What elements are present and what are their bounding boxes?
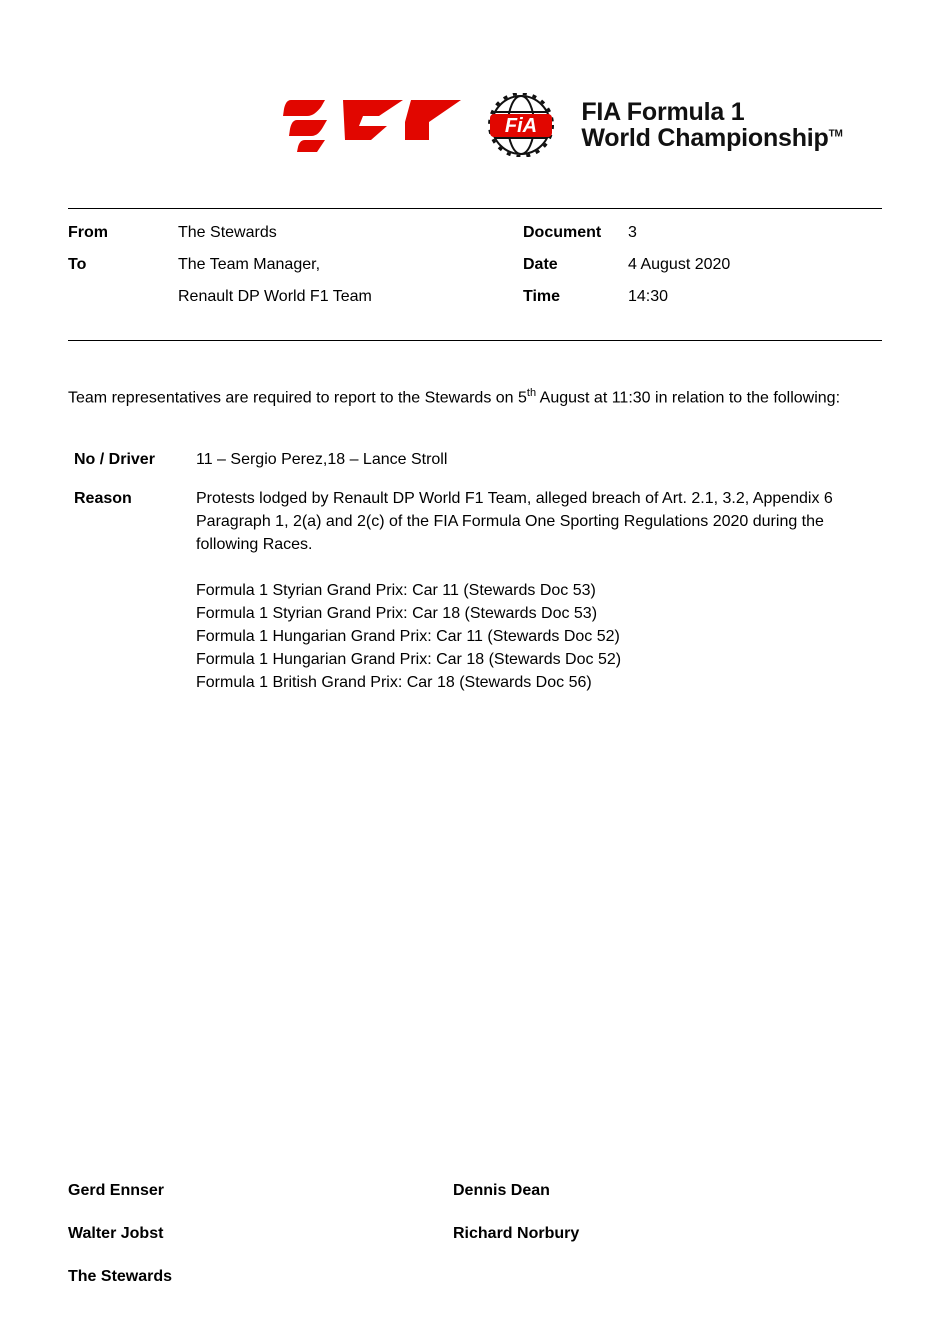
reason-body bbox=[196, 487, 874, 695]
no-driver-value: 11 – Sergio Perez,18 – Lance Stroll bbox=[196, 451, 448, 468]
signature-role-right bbox=[453, 1268, 768, 1286]
date-value: 4 August 2020 bbox=[628, 256, 731, 273]
signature-role-left: The Stewards bbox=[68, 1268, 173, 1285]
date-label: Date bbox=[523, 256, 558, 273]
intro-paragraph bbox=[68, 386, 858, 410]
reason-paragraph: Protests lodged by Renault DP World F1 Team, alleged breach of Art. 2.1, 3.2, Appendix 6 Paragraph 1, 2(a) and 2(c) of the FIA Formula One Sporting Regulations 2020 during the following Races. bbox=[196, 490, 833, 554]
championship-title-line1: FIA Formula 1 bbox=[581, 97, 745, 126]
no-driver-label: No / Driver bbox=[74, 451, 155, 468]
time-label: Time bbox=[523, 288, 561, 305]
to-value-line1: The Team Manager, bbox=[178, 256, 321, 273]
trademark-mark: TM bbox=[828, 128, 843, 140]
time-value: 14:30 bbox=[628, 288, 669, 305]
race-list bbox=[196, 579, 874, 695]
to-label: To bbox=[68, 256, 87, 273]
signature-row bbox=[68, 1225, 768, 1243]
race-list-item: Formula 1 Hungarian Grand Prix: Car 18 (Stewards Doc 52) bbox=[196, 651, 622, 669]
field-no-driver bbox=[74, 448, 874, 471]
divider-bottom bbox=[68, 340, 882, 341]
race-list-item: Formula 1 Hungarian Grand Prix: Car 11 (Stewards Doc 52) bbox=[196, 627, 620, 645]
intro-ordinal: th bbox=[526, 387, 537, 399]
championship-title-line2-wrap bbox=[581, 125, 842, 152]
signature-row bbox=[68, 1268, 768, 1286]
intro-text-after: August at 11:30 in relation to the following: bbox=[536, 389, 841, 407]
meta-row-to-date bbox=[68, 256, 882, 274]
signature-name-right: Richard Norbury bbox=[453, 1225, 580, 1242]
to-value-line2: Renault DP World F1 Team bbox=[178, 288, 372, 305]
signature-name-right: Dennis Dean bbox=[453, 1182, 550, 1199]
document-meta bbox=[68, 224, 882, 320]
race-list-item: Formula 1 Styrian Grand Prix: Car 18 (Stewards Doc 53) bbox=[196, 604, 598, 622]
intro-text-before: Team representatives are required to report to the Stewards on 5 bbox=[68, 389, 527, 407]
document-value: 3 bbox=[628, 224, 637, 241]
signature-name-left: Walter Jobst bbox=[68, 1225, 164, 1242]
svg-text:FiA: FiA bbox=[505, 115, 538, 137]
divider-top bbox=[68, 208, 882, 209]
race-list-item: Formula 1 British Grand Prix: Car 18 (Stewards Doc 56) bbox=[196, 674, 592, 692]
document-header bbox=[0, 80, 950, 170]
championship-title-line2: World Championship bbox=[581, 124, 829, 152]
document-label: Document bbox=[523, 224, 602, 241]
meta-row-from-document bbox=[68, 224, 882, 242]
championship-title bbox=[581, 99, 842, 152]
signature-block bbox=[68, 1182, 768, 1311]
reason-label: Reason bbox=[74, 490, 132, 507]
from-label: From bbox=[68, 224, 108, 241]
signature-name-left: Gerd Ennser bbox=[68, 1182, 165, 1199]
fia-logo-icon bbox=[475, 93, 567, 157]
meta-row-team-time bbox=[68, 288, 882, 306]
signature-row bbox=[68, 1182, 768, 1200]
f1-logo-icon bbox=[283, 96, 461, 154]
field-reason bbox=[74, 487, 874, 695]
from-value: The Stewards bbox=[178, 224, 277, 241]
race-list-item: Formula 1 Styrian Grand Prix: Car 11 (Stewards Doc 53) bbox=[196, 581, 596, 599]
